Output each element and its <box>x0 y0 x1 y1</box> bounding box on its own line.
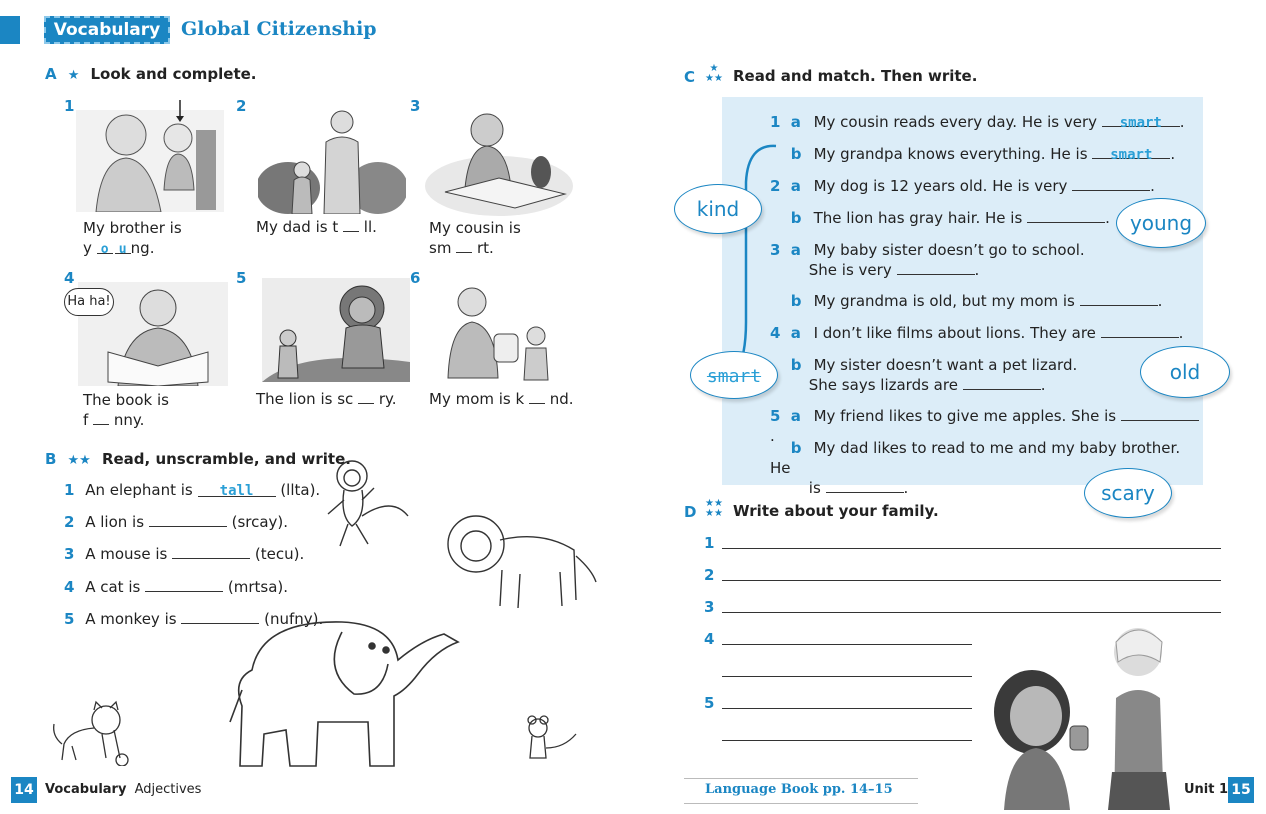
match-connector-line <box>728 142 778 382</box>
b-item-3-blank[interactable] <box>172 545 250 559</box>
b-item-4-clue: (mrtsa). <box>227 578 289 596</box>
star-icon: ★ <box>67 68 80 83</box>
a-item-5-num: 5 <box>236 269 247 287</box>
a-item-1-blank-2[interactable]: u <box>115 240 131 254</box>
section-b-instruction: Read, unscramble, and write. <box>101 450 351 468</box>
word-bubble-old[interactable] <box>1140 346 1230 398</box>
cat-drawing <box>50 700 134 766</box>
c-item-text: My cousin reads every day. He is very <box>813 113 1098 131</box>
b-item-5-num: 5 <box>64 610 75 628</box>
c-item-sub: a <box>790 407 801 425</box>
speech-bubble-text: Ha ha! <box>67 294 111 309</box>
word-young: young <box>1129 211 1193 235</box>
c-item-2a-blank[interactable] <box>1072 177 1150 191</box>
d-line-5-num: 5 <box>704 694 715 712</box>
mom-backpack-picture <box>436 280 554 382</box>
c-item-end: . <box>1179 113 1185 131</box>
d-line-1-num: 1 <box>704 534 715 552</box>
a-item-1-line1: My brother is <box>83 219 182 237</box>
a-item-5-blank[interactable] <box>358 390 374 404</box>
b-item-2-blank[interactable] <box>149 513 227 527</box>
c-item-sub: b <box>790 209 802 227</box>
d-line-4-num: 4 <box>704 630 715 648</box>
b-item-1 <box>64 481 320 499</box>
d-write-line-3[interactable] <box>722 612 1221 613</box>
c-item-end: . <box>1040 376 1046 394</box>
c-item-end: . <box>1157 292 1163 310</box>
c-item-text: My grandma is old, but my mom is <box>813 292 1075 310</box>
mouse-drawing <box>520 712 580 764</box>
c-item-end: . <box>1105 209 1110 227</box>
footer-left-title: Vocabulary <box>45 782 127 797</box>
b-item-3-clue: (tecu). <box>254 545 305 563</box>
section-c-letter: C <box>684 68 696 86</box>
a-item-5-text <box>256 390 397 408</box>
a-item-5-suffix: ry. <box>378 390 397 408</box>
word-old: old <box>1169 360 1201 384</box>
a-item-2-blank[interactable] <box>343 218 359 232</box>
c-item-text-2: She says lizards are <box>808 376 958 394</box>
c-item-2b <box>770 208 1110 228</box>
b-item-5-prompt: A monkey is <box>85 610 177 628</box>
a-item-4-suffix: nny. <box>113 411 145 429</box>
a-item-4-num: 4 <box>64 269 75 287</box>
d-write-line-5b[interactable] <box>722 740 972 741</box>
c-item-2a <box>770 176 1155 196</box>
word-bubble-young[interactable] <box>1116 198 1206 248</box>
c-item-sub: b <box>790 145 802 163</box>
four-stars-icon: ★★ ★★ <box>705 498 723 519</box>
word-bubble-scary[interactable] <box>1084 468 1172 518</box>
a-item-3-num: 3 <box>410 97 421 115</box>
page-title: Global Citizenship <box>181 18 377 40</box>
c-item-sub: b <box>790 356 802 374</box>
c-item-3a-blank[interactable] <box>897 261 975 275</box>
a-item-1-text <box>83 218 182 258</box>
a-item-5-prefix: The lion is sc <box>256 390 354 408</box>
c-item-end: . <box>1150 177 1155 195</box>
footer-right-page-number <box>1228 777 1254 803</box>
section-a-letter: A <box>45 65 57 83</box>
d-write-line-4[interactable] <box>722 644 972 645</box>
c-item-1b-answer[interactable]: smart <box>1092 145 1170 159</box>
b-item-2-num: 2 <box>64 513 75 531</box>
c-item-num: 3 <box>770 241 781 259</box>
footer-left-page-number <box>11 777 37 803</box>
a-item-3-prefix: sm <box>429 239 452 257</box>
d-line-2-num: 2 <box>704 566 715 584</box>
b-item-1-prompt: An elephant is <box>85 481 193 499</box>
a-item-6-text <box>429 390 574 408</box>
d-write-line-1[interactable] <box>722 548 1221 549</box>
section-a-heading <box>45 64 257 83</box>
c-item-4b-blank[interactable] <box>963 376 1041 390</box>
a-item-3-suffix: rt. <box>477 239 494 257</box>
elephant-drawing <box>222 610 462 772</box>
c-item-sub: a <box>790 113 801 131</box>
footer-left-label <box>45 782 201 797</box>
c-item-end: . <box>1170 145 1176 163</box>
c-item-text: My friend likes to give me apples. She is <box>813 407 1117 425</box>
c-item-sub: a <box>790 324 801 342</box>
section-d-letter: D <box>684 503 697 521</box>
b-item-3 <box>64 545 304 563</box>
section-b-heading <box>45 449 351 468</box>
a-item-4-line1: The book is <box>83 391 169 409</box>
a-item-6-prefix: My mom is k <box>429 390 525 408</box>
a-item-3-blank[interactable] <box>456 239 472 253</box>
b-item-2 <box>64 513 288 531</box>
c-item-text: The lion has gray hair. He is <box>813 209 1023 227</box>
c-item-text: My sister doesn’t want a pet lizard. <box>813 356 1078 374</box>
a-item-1-num: 1 <box>64 97 75 115</box>
c-item-end: . <box>974 261 980 279</box>
a-item-4-text <box>83 390 169 430</box>
a-item-6-num: 6 <box>410 269 421 287</box>
two-girls-illustration <box>984 622 1184 810</box>
c-item-num: 1 <box>770 113 781 131</box>
a-item-1-suffix: ng. <box>130 239 155 257</box>
d-write-line-2[interactable] <box>722 580 1221 581</box>
b-item-4-prompt: A cat is <box>85 578 141 596</box>
a-item-1-blank-1[interactable]: o <box>97 240 113 254</box>
c-item-text-2: is <box>808 479 821 497</box>
lion-drawing <box>442 510 598 614</box>
footer-left-sub: Adjectives <box>134 782 202 797</box>
b-item-1-num: 1 <box>64 481 75 499</box>
b-item-1-answer[interactable]: tall <box>198 483 276 497</box>
c-item-4a-blank[interactable] <box>1101 324 1179 338</box>
monkey-drawing <box>322 456 412 552</box>
c-item-num: 4 <box>770 324 781 342</box>
b-item-4-num: 4 <box>64 578 75 596</box>
b-item-4-blank[interactable] <box>145 578 223 592</box>
c-item-3a <box>770 240 1085 280</box>
section-c-heading <box>684 67 695 86</box>
d-write-line-4b[interactable] <box>722 676 972 677</box>
c-item-sub: a <box>790 177 801 195</box>
dad-boy-picture <box>258 108 406 214</box>
c-item-sub: b <box>790 292 802 310</box>
b-item-4 <box>64 578 288 596</box>
c-item-text: I don’t like films about lions. They are <box>813 324 1096 342</box>
c-item-num: 5 <box>770 407 781 425</box>
ha-ha-speech-bubble <box>64 288 114 316</box>
header-left-tab <box>0 16 20 44</box>
vocabulary-tag-label: Vocabulary <box>53 20 161 40</box>
c-item-2b-blank[interactable] <box>1027 209 1105 223</box>
three-stars-icon: ★ ★★ <box>705 63 723 84</box>
a-item-4-blank[interactable] <box>93 411 109 425</box>
d-write-line-5[interactable] <box>722 708 972 709</box>
b-item-1-clue: (llta). <box>280 481 321 499</box>
c-item-text: My grandpa knows everything. He is <box>813 145 1088 163</box>
vocabulary-tag <box>44 16 170 44</box>
a-item-3-line1: My cousin is <box>429 219 521 237</box>
b-item-3-num: 3 <box>64 545 75 563</box>
c-item-text: My baby sister doesn’t go to school. <box>813 241 1085 259</box>
c-item-text: My dog is 12 years old. He is very <box>813 177 1068 195</box>
a-item-6-blank[interactable] <box>529 390 545 404</box>
word-scary: scary <box>1101 481 1155 505</box>
d-line-3-num: 3 <box>704 598 715 616</box>
c-item-num: 2 <box>770 177 781 195</box>
word-bubble-smart-crossed[interactable] <box>690 351 778 399</box>
c-item-end: . <box>770 427 775 445</box>
c-item-text-2: She is very <box>808 261 892 279</box>
c-item-3b-blank[interactable] <box>1080 292 1158 306</box>
grandma-baby-picture <box>76 100 224 212</box>
a-item-2-num: 2 <box>236 97 247 115</box>
c-item-3b <box>770 291 1162 311</box>
a-item-2-text <box>256 218 377 236</box>
lion-picture <box>262 278 410 382</box>
c-item-4b <box>770 355 1077 395</box>
a-item-6-suffix: nd. <box>549 390 574 408</box>
right-page-number: 15 <box>1231 782 1251 798</box>
c-item-sub: a <box>790 241 801 259</box>
section-b-letter: B <box>45 450 57 468</box>
c-item-text: My dad likes to read to me and my baby brother. He <box>770 439 1181 477</box>
girl-reading-picture <box>425 108 573 216</box>
word-kind: kind <box>696 197 740 221</box>
b-item-2-clue: (srcay). <box>231 513 289 531</box>
a-item-2-prefix: My dad is t <box>256 218 339 236</box>
a-item-4-prefix: f <box>83 411 89 429</box>
footer-center-divider-bottom <box>684 803 918 804</box>
word-bubble-kind[interactable] <box>674 184 762 234</box>
c-item-5a-blank[interactable] <box>1121 407 1199 421</box>
section-c-instruction: Read and match. Then write. <box>733 67 978 85</box>
word-smart: smart <box>706 366 762 387</box>
footer-center-link[interactable]: Language Book pp. 14–15 <box>705 782 893 797</box>
two-stars-icon: ★★ <box>67 453 91 468</box>
b-item-3-prompt: A mouse is <box>85 545 168 563</box>
c-item-4a <box>770 323 1183 343</box>
c-item-end: . <box>1178 324 1184 342</box>
footer-unit-label: Unit 1 <box>1184 782 1229 797</box>
section-a-instruction: Look and complete. <box>90 65 257 83</box>
left-page-number: 14 <box>14 782 34 798</box>
c-item-end: . <box>903 479 909 497</box>
a-item-1-prefix: y <box>83 239 92 257</box>
c-item-1b <box>770 144 1175 164</box>
footer-center-divider-top <box>684 778 918 779</box>
a-item-3-text <box>429 218 521 258</box>
b-item-5-clue: (nufny). <box>264 610 324 628</box>
b-item-2-prompt: A lion is <box>85 513 145 531</box>
c-item-sub: b <box>790 439 802 457</box>
c-item-1a-answer[interactable]: smart <box>1102 113 1180 127</box>
c-item-5b-blank[interactable] <box>826 479 904 493</box>
section-d-heading <box>684 502 696 521</box>
section-d-instruction: Write about your family. <box>733 502 939 520</box>
a-item-2-suffix: ll. <box>363 218 377 236</box>
c-item-1a <box>770 112 1185 132</box>
